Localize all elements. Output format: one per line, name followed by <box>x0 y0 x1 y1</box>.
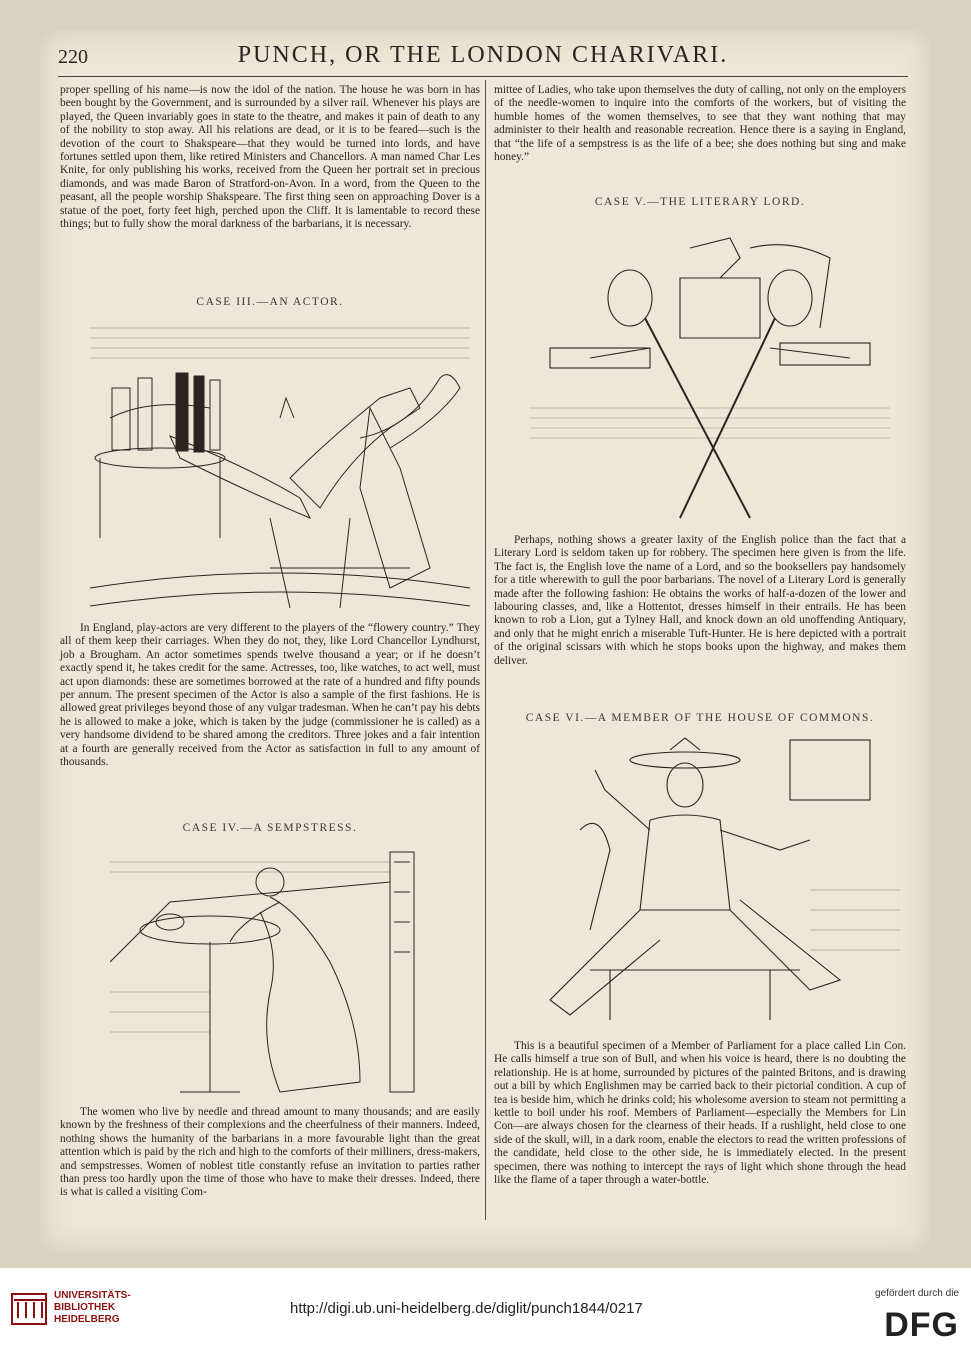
literary-lord-engraving <box>530 218 890 528</box>
column-rule <box>485 80 486 1220</box>
member-engraving <box>510 730 900 1030</box>
permalink-url[interactable]: http://digi.ub.uni-heidelberg.de/diglit/punch1844/0217 <box>290 1300 643 1317</box>
actor-engraving <box>90 318 470 616</box>
library-name <box>54 1290 131 1326</box>
actor-illustration <box>90 318 470 616</box>
right-intro-paragraph: mittee of Ladies, who take upon themselves the duty of calling, not only on the employers of the needle-women to inquire into the comforts of the workers, but of visiting the humble homes of the women themselves, to see that they want nothing that may administer to their health and reasonable recreation. Hence there is a saying in England, that “the life of a sempstress is as the life of a bee; she does nothing but sing and make honey.” <box>494 84 906 164</box>
sempstress-engraving <box>110 842 440 1098</box>
case4-text <box>60 1106 480 1200</box>
sempstress-illustration <box>110 842 440 1098</box>
case6-title: CASE VI.—A MEMBER OF THE HOUSE OF COMMONS. <box>525 712 875 724</box>
left-intro-paragraph: proper spelling of his name—is now the idol of the nation. The house he was born in has been bought by the Government, and is surrounded by a silver rail. Whenever his plays are played, the Queen invariably goes in state to the theatre, and makes it pain of death to any of the nobility to stop away. All his relations are dead, or it is to be feared—such is the devotion of the court to Shakspeare—that they would be turned into lords, and have fortunes settled upon them, like retired Ministers and Chancellors. A man named Char Les Knite, for only publishing his works, received from the Queen her portrait set in precious diamonds, and was made Baron of Stratford-on-Avon. In a word, from the Queen to the peasant, all the people worship Shakspeare. The first thing seen on approaching Dover is a statue of the poet, forty feet high, perched upon the Cliff. It is lamentable to record these things; but to fully show the moral darkness of the barbarians, it is necessary. <box>60 84 480 231</box>
case3-text <box>60 622 480 769</box>
literary-lord-illustration <box>530 218 890 528</box>
case6-text <box>494 1040 906 1187</box>
library-line-3: HEIDELBERG <box>54 1314 120 1325</box>
member-of-commons-illustration <box>510 730 900 1030</box>
library-line-1: UNIVERSITÄTS- <box>54 1290 131 1301</box>
case4-paragraph: The women who live by needle and thread amount to many thousands; and are easily known by the freshness of their complexions and the cheerfulness of their manners. Indeed, nothing shows the humanity of the barbarians in a more favourable light than the great attention which is paid by the rich and high to the comforts of their milliners, dress-makers, and sempstresses. Women of noblest title constantly refuse an invitation to parties rather than press too hardly upon the time of those who have to make their dresses. Indeed, there is what is called a visiting Com- <box>60 1106 480 1199</box>
left-intro-text <box>60 84 480 231</box>
funded-by-label: gefördert durch die <box>875 1288 959 1299</box>
running-title: PUNCH, OR THE LONDON CHARIVARI. <box>237 42 729 68</box>
library-line-2: BIBLIOTHEK <box>54 1302 116 1313</box>
case3-paragraph: In England, play-actors are very different to the players of the “flowery country.” They all of them keep their carriages. When they do not, they, like Lord Chancellor Lyndhurst, job a Brougham. An actor sometimes spends twelve thousand a year; or if he doesn’t exactly spend it, he takes credit for the same. Actresses, too, like watches, to act well, must act upon diamonds: these are sometimes borrowed at the rate of a hundred and fifty pounds per annum. The present specimen of the Actor is also a sample of the first fashions. He is allowed great privileges beyond those of any vulgar tradesman. When he can’t pay his debts he is allowed to make a joke, which is taken by the judge (commissioner he is called) as a very handsome dividend to be shared among the creditors. Three jokes and a fair intention at a fourth are generally received from the Actor as satisfaction in full to any amount of thousands. <box>60 622 480 769</box>
case5-paragraph: Perhaps, nothing shows a greater laxity of the English police than the fact that a Literary Lord is seldom taken up for robbery. The specimen here given is from the life. The fact is, the English love the name of a Lord, and so the booksellers pay handsomely for a title wherewith to gull the poor barbarians. The novel of a Literary Lord is generally made after the following fashion: He obtains the works of half-a-dozen of the lower and labouring classes, and, like a Hottentot, dresses himself in their entrails. He has been known to rob a Lion, gut a Tylney Hall, and knock down an old unoffending Antiquary, and only that he might enrich a miserable Tuft-Hunter. He is here depicted with a portrait of the original scissars with which he stops books upon the highway, and makes them deliver. <box>494 534 906 667</box>
case6-paragraph: This is a beautiful specimen of a Member of Parliament for a place called Lin Con. He calls himself a true son of Bull, and when his voice is heard, there is no doubting the relationship. He is at home, surrounded by pictures of the painted Britons, and is drawing out a bill by which Englishmen may be carried back to their pictorial condition. A cup of tea is beside him, which he drinks cold; his wholesome aversion to steam not permitting a kettle to boil under his roof. Members of Parliament—especially the Members for Lin Con—are always chosen for the clearness of their heads. If a rushlight, held close to one side of the skull, will, in a dark room, enable the electors to read the written professions of the candidate, held close to the other side, he is immediately elected. In the present specimen, there was nothing to intercept the rays of light which shone through the head like the flame of a taper through a water-bottle. <box>494 1040 906 1187</box>
digitization-footer <box>0 1268 971 1353</box>
library-logo-icon <box>10 1290 48 1328</box>
page-header <box>58 42 908 77</box>
right-intro-text <box>494 84 906 164</box>
case4-title: CASE IV.—A SEMPSTRESS. <box>182 822 358 834</box>
case3-title: CASE III.—AN ACTOR. <box>196 296 344 308</box>
page-number: 220 <box>58 46 88 68</box>
dfg-logo: DFG <box>884 1306 959 1344</box>
case5-text <box>494 534 906 668</box>
case5-title: CASE V.—THE LITERARY LORD. <box>594 196 806 208</box>
